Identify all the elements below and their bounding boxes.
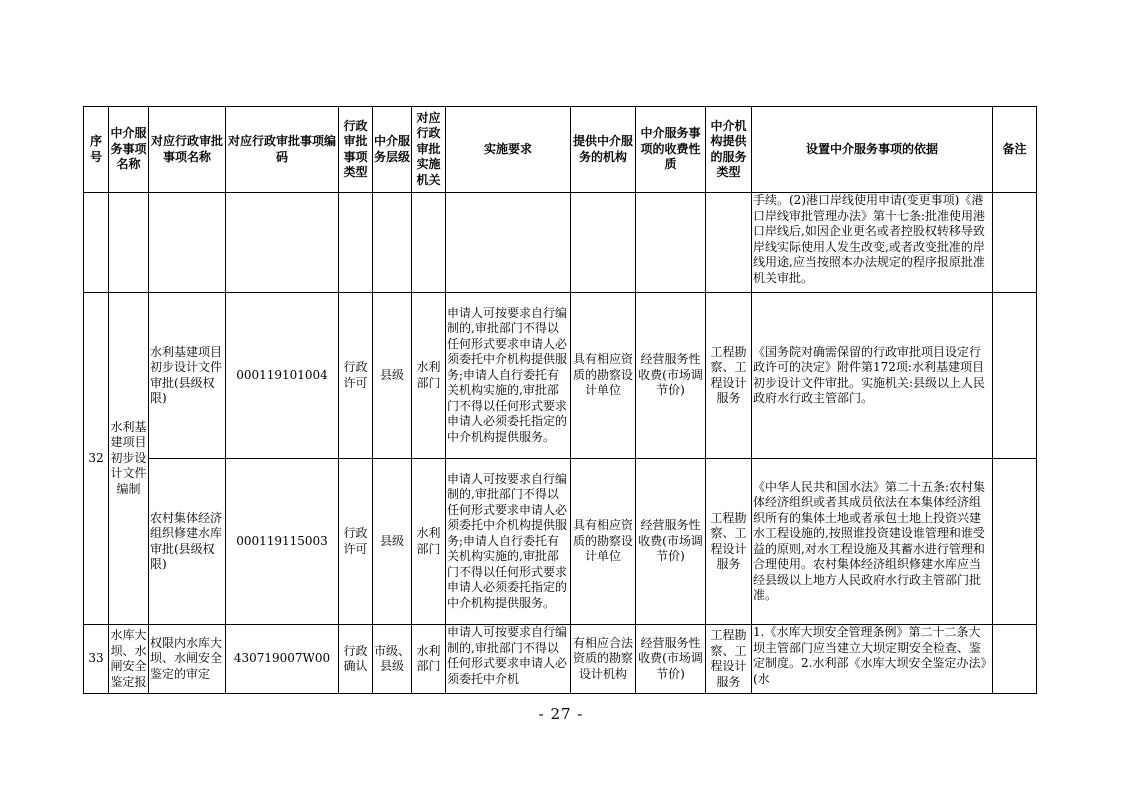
fee-nature: 经营服务性收费(市场调节价): [636, 459, 706, 625]
approval-code: 000119115003: [226, 459, 339, 625]
remark-cell: [993, 625, 1037, 694]
approval-type: 行政许可: [339, 293, 373, 459]
provider-org: 有相应合法资质的勘察设计机构: [571, 625, 636, 694]
header-cell: 序号: [84, 107, 109, 193]
basis-cell: 手续。(2)港口岸线使用申请(变更事项)《港口岸线审批管理办法》第十七条:批准使用港口岸线后,如因企业更名或者控股权转移导致岸线实际使用人发生改变,或者改变批准的岸线用途,应当按照本办法规定的程序报原批准机关审批。: [752, 193, 993, 293]
approval-name: 权限内水库大坝、水闸安全鉴定的审定: [149, 625, 226, 694]
header-cell: 对应行政审批实施机关: [412, 107, 446, 193]
service-level: 县级: [373, 459, 412, 625]
basis-cell: 《中华人民共和国水法》第二十五条:农村集体经济组织或者其成员依法在本集体经济组织所有的集体土地或者承包土地上投资兴建水工程设施的,按照谁投资建设谁管理和谁受益的原则,对水工程设施及其蓄水进行管理和合理使用。农村集体经济组织修建水库应当经县级以上地方人民政府水行政主管部门批准。: [752, 459, 993, 625]
service-level: 县级: [373, 293, 412, 459]
header-cell: 对应行政审批事项名称: [149, 107, 226, 193]
header-cell: 备注: [993, 107, 1037, 193]
approval-name: 水利基建项目初步设计文件审批(县级权限): [149, 293, 226, 459]
service-type: 工程勘察、工程设计服务: [706, 625, 752, 694]
service-level: 市级、县级: [373, 625, 412, 694]
approval-name: 农村集体经济组织修建水库审批(县级权限): [149, 459, 226, 625]
header-cell: 中介服务层级: [373, 107, 412, 193]
remark-cell: [993, 293, 1037, 459]
service-type: 工程勘察、工程设计服务: [706, 293, 752, 459]
implementing-dept: 水利部门: [412, 293, 446, 459]
service-name: 水库大坝、水闸安全鉴定报: [109, 625, 149, 694]
header-row: [84, 107, 1037, 193]
header-cell: 行政审批事项类型: [339, 107, 373, 193]
requirements: 申请人可按要求自行编制的,审批部门不得以任何形式要求申请人必须委托中介机构提供服务;申请人自行委托有关机构实施的,审批部门不得以任何形式要求申请人必须委托指定的中介机构提供服务。: [446, 459, 571, 625]
header-cell: 中介服务事项名称: [109, 107, 149, 193]
requirements: 申请人可按要求自行编制的,审批部门不得以任何形式要求申请人必须委托中介机构提供服务;申请人自行委托有关机构实施的,审批部门不得以任何形式要求申请人必须委托指定的中介机构提供服务。: [446, 293, 571, 459]
intermediary-services-table: [83, 106, 1037, 694]
row-number: 32: [84, 293, 109, 625]
page-number: - 27 -: [538, 705, 584, 723]
implementing-dept: 水利部门: [412, 459, 446, 625]
table-row: [84, 459, 1037, 625]
provider-org: 具有相应资质的勘察设计单位: [571, 293, 636, 459]
approval-type: 行政许可: [339, 459, 373, 625]
header-cell: 提供中介服务的机构: [571, 107, 636, 193]
row-number: 33: [84, 625, 109, 694]
header-cell: 中介服务事项的收费性质: [636, 107, 706, 193]
approval-type: 行政确认: [339, 625, 373, 694]
header-cell: 设置中介服务事项的依据: [752, 107, 993, 193]
fee-nature: 经营服务性收费(市场调节价): [636, 625, 706, 694]
header-cell: 实施要求: [446, 107, 571, 193]
header-cell: 中介机构提供的服务类型: [706, 107, 752, 193]
service-type: 工程勘察、工程设计服务: [706, 459, 752, 625]
table-row: [84, 293, 1037, 459]
remark-cell: [993, 459, 1037, 625]
service-name: 水利基建项目初步设计文件编制: [109, 293, 149, 625]
table-row: [84, 625, 1037, 694]
fee-nature: 经营服务性收费(市场调节价): [636, 293, 706, 459]
requirements: 申请人可按要求自行编制的,审批部门不得以任何形式要求申请人必须委托中介机: [446, 625, 571, 694]
implementing-dept: 水利部门: [412, 625, 446, 694]
basis-cell: 1.《水库大坝安全管理条例》第二十二条大坝主管部门应当建立大坝定期安全检查、鉴定制度。2.水利部《水库大坝安全鉴定办法》(水: [752, 625, 993, 694]
approval-code: 000119101004: [226, 293, 339, 459]
table-row: [84, 193, 1037, 293]
provider-org: 具有相应资质的勘察设计单位: [571, 459, 636, 625]
basis-cell: 《国务院对确需保留的行政审批项目设定行政许可的决定》附件第172项:水利基建项目初步设计文件审批。实施机关:县级以上人民政府水行政主管部门。: [752, 293, 993, 459]
header-cell: 对应行政审批事项编码: [226, 107, 339, 193]
approval-code: 430719007W00: [226, 625, 339, 694]
